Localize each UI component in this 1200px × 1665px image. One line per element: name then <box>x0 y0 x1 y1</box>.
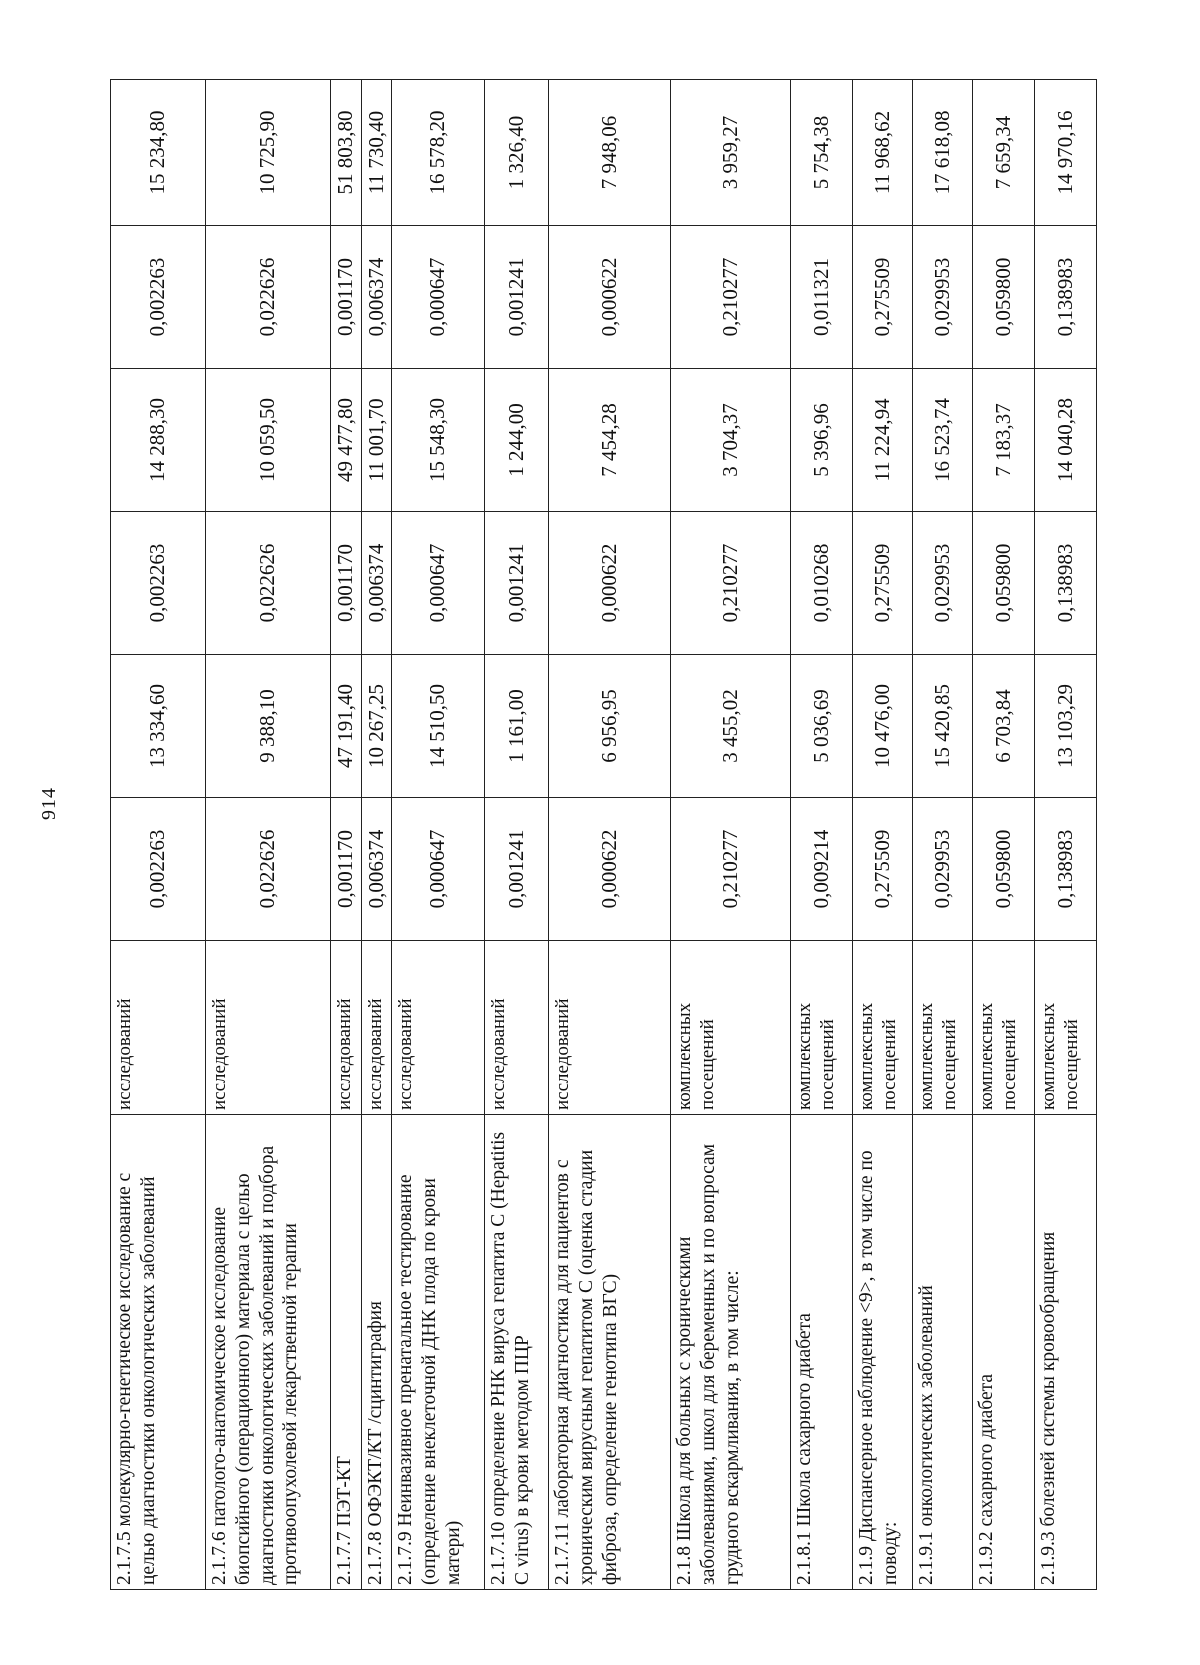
row-value-4: 15 548,30 <box>392 369 485 512</box>
row-value-6: 51 803,80 <box>331 80 362 226</box>
row-value-6: 3 959,27 <box>671 80 791 226</box>
table-row <box>392 80 485 1590</box>
row-value-2: 10 267,25 <box>361 655 392 798</box>
row-value-2: 15 420,85 <box>913 655 973 798</box>
row-value-6: 1 326,40 <box>485 80 549 226</box>
row-value-6: 7 948,06 <box>549 80 671 226</box>
row-value-3: 0,059800 <box>973 512 1035 655</box>
row-value-5: 0,022626 <box>206 226 331 369</box>
row-value-2: 10 476,00 <box>853 655 913 798</box>
page-number: 914 <box>38 787 60 820</box>
row-value-6: 14 970,16 <box>1035 80 1097 226</box>
row-value-1: 0,000647 <box>392 798 485 941</box>
data-table <box>110 79 1097 1590</box>
row-value-3: 0,029953 <box>913 512 973 655</box>
row-value-1: 0,059800 <box>973 798 1035 941</box>
row-unit: комплексных посещений <box>1035 941 1097 1115</box>
row-name: 2.1.7.11 лабораторная диагностика для пациентов с хроническим вирусным гепатитом С (оценка стадии фиброза, определение генотипа ВГС) <box>549 1115 671 1590</box>
row-value-4: 14 288,30 <box>111 369 206 512</box>
row-name: 2.1.8 Школа для больных с хроническими заболеваниями, школ для беременных и по вопросам грудного вскармливания, в том числе: <box>671 1115 791 1590</box>
row-value-1: 0,275509 <box>853 798 913 941</box>
row-value-5: 0,059800 <box>973 226 1035 369</box>
row-unit: комплексных посещений <box>853 941 913 1115</box>
row-unit: исследований <box>361 941 392 1115</box>
table-row <box>111 80 206 1590</box>
row-value-1: 0,000622 <box>549 798 671 941</box>
row-value-4: 16 523,74 <box>913 369 973 512</box>
row-value-2: 13 103,29 <box>1035 655 1097 798</box>
row-name: 2.1.7.5 молекулярно-генетическое исследование с целью диагностики онкологических заболеваний <box>111 1115 206 1590</box>
row-value-3: 0,210277 <box>671 512 791 655</box>
row-value-2: 3 455,02 <box>671 655 791 798</box>
row-value-2: 47 191,40 <box>331 655 362 798</box>
row-value-5: 0,138983 <box>1035 226 1097 369</box>
row-value-4: 14 040,28 <box>1035 369 1097 512</box>
row-value-6: 10 725,90 <box>206 80 331 226</box>
table-frame <box>110 80 1083 1590</box>
row-value-2: 9 388,10 <box>206 655 331 798</box>
row-name: 2.1.7.10 определение РНК вируса гепатита С (Hepatitis C virus) в крови методом ПЦР <box>485 1115 549 1590</box>
row-value-5: 0,001170 <box>331 226 362 369</box>
row-value-1: 0,002263 <box>111 798 206 941</box>
row-name: 2.1.7.6 патолого-анатомическое исследование биопсийного (операционного) материала с целью диагностики онкологических заболеваний и подбора противоопухолевой лекарственной терапии <box>206 1115 331 1590</box>
row-value-1: 0,138983 <box>1035 798 1097 941</box>
row-value-1: 0,029953 <box>913 798 973 941</box>
row-value-1: 0,009214 <box>791 798 853 941</box>
row-value-6: 16 578,20 <box>392 80 485 226</box>
table-row <box>973 80 1035 1590</box>
row-value-5: 0,001241 <box>485 226 549 369</box>
row-value-5: 0,029953 <box>913 226 973 369</box>
row-unit: исследований <box>206 941 331 1115</box>
row-value-4: 10 059,50 <box>206 369 331 512</box>
row-value-2: 13 334,60 <box>111 655 206 798</box>
row-value-4: 7 454,28 <box>549 369 671 512</box>
table-row <box>361 80 392 1590</box>
row-value-3: 0,000647 <box>392 512 485 655</box>
row-value-5: 0,002263 <box>111 226 206 369</box>
row-unit: исследований <box>111 941 206 1115</box>
row-value-3: 0,001241 <box>485 512 549 655</box>
row-value-5: 0,011321 <box>791 226 853 369</box>
table-row <box>791 80 853 1590</box>
row-value-4: 3 704,37 <box>671 369 791 512</box>
row-unit: комплексных посещений <box>791 941 853 1115</box>
row-value-5: 0,275509 <box>853 226 913 369</box>
row-name: 2.1.8.1 Школа сахарного диабета <box>791 1115 853 1590</box>
row-unit: комплексных посещений <box>973 941 1035 1115</box>
table-row <box>485 80 549 1590</box>
row-value-5: 0,210277 <box>671 226 791 369</box>
table-row <box>913 80 973 1590</box>
row-value-4: 7 183,37 <box>973 369 1035 512</box>
row-value-1: 0,001241 <box>485 798 549 941</box>
row-value-4: 1 244,00 <box>485 369 549 512</box>
row-value-1: 0,210277 <box>671 798 791 941</box>
row-unit: исследований <box>485 941 549 1115</box>
row-value-1: 0,022626 <box>206 798 331 941</box>
row-value-4: 11 224,94 <box>853 369 913 512</box>
row-value-6: 7 659,34 <box>973 80 1035 226</box>
row-name: 2.1.9.3 болезней системы кровообращения <box>1035 1115 1097 1590</box>
row-value-6: 15 234,80 <box>111 80 206 226</box>
row-value-1: 0,006374 <box>361 798 392 941</box>
row-unit: комплексных посещений <box>671 941 791 1115</box>
row-value-3: 0,000622 <box>549 512 671 655</box>
row-value-3: 0,006374 <box>361 512 392 655</box>
row-unit: исследований <box>549 941 671 1115</box>
row-value-4: 11 001,70 <box>361 369 392 512</box>
row-value-6: 17 618,08 <box>913 80 973 226</box>
row-value-6: 5 754,38 <box>791 80 853 226</box>
row-value-4: 49 477,80 <box>331 369 362 512</box>
row-value-2: 5 036,69 <box>791 655 853 798</box>
row-value-5: 0,006374 <box>361 226 392 369</box>
row-unit: исследований <box>392 941 485 1115</box>
row-value-2: 14 510,50 <box>392 655 485 798</box>
row-value-5: 0,000622 <box>549 226 671 369</box>
row-value-3: 0,010268 <box>791 512 853 655</box>
row-value-3: 0,001170 <box>331 512 362 655</box>
row-value-6: 11 968,62 <box>853 80 913 226</box>
row-unit: исследований <box>331 941 362 1115</box>
row-name: 2.1.7.9 Неинвазивное пренатальное тестирование (определение внеклеточной ДНК плода по крови матери) <box>392 1115 485 1590</box>
table-row <box>671 80 791 1590</box>
row-value-5: 0,000647 <box>392 226 485 369</box>
row-name: 2.1.7.7 ПЭТ-КТ <box>331 1115 362 1590</box>
row-name: 2.1.9 Диспансерное наблюдение <9>, в том числе по поводу: <box>853 1115 913 1590</box>
row-value-4: 5 396,96 <box>791 369 853 512</box>
row-name: 2.1.7.8 ОФЭКТ/КТ /сцинтиграфия <box>361 1115 392 1590</box>
row-value-2: 6 956,95 <box>549 655 671 798</box>
row-name: 2.1.9.1 онкологических заболеваний <box>913 1115 973 1590</box>
row-value-3: 0,138983 <box>1035 512 1097 655</box>
row-value-3: 0,002263 <box>111 512 206 655</box>
row-value-3: 0,275509 <box>853 512 913 655</box>
table-row <box>331 80 362 1590</box>
row-value-2: 6 703,84 <box>973 655 1035 798</box>
table-row <box>206 80 331 1590</box>
table-row <box>549 80 671 1590</box>
row-name: 2.1.9.2 сахарного диабета <box>973 1115 1035 1590</box>
row-unit: комплексных посещений <box>913 941 973 1115</box>
row-value-6: 11 730,40 <box>361 80 392 226</box>
row-value-2: 1 161,00 <box>485 655 549 798</box>
row-value-1: 0,001170 <box>331 798 362 941</box>
row-value-3: 0,022626 <box>206 512 331 655</box>
table-row <box>1035 80 1097 1590</box>
table-row <box>853 80 913 1590</box>
